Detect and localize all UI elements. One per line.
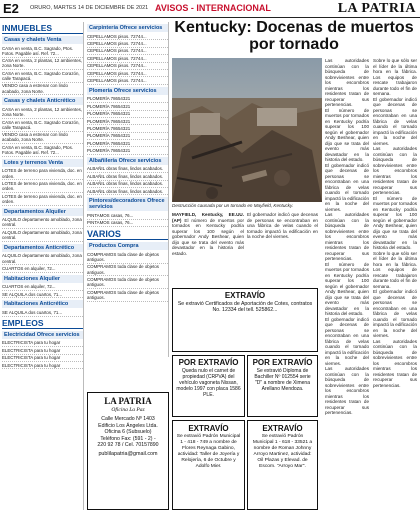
article-text: Las autoridades continúan con la búsqueda de sobrevivientes entre los escombros mientras los residentes tratan de recuperar sus pertenencias. — [373, 338, 417, 388]
classified-ad: PLOMERÍA 78654321 — [87, 118, 168, 125]
category-heading: Productos Compra — [87, 242, 168, 250]
notice-title: POR EXTRAVÍO — [252, 358, 313, 367]
notice-text: Se extravió Certificados de Aportación de Cotes, contratos No. 12334 del tell. 525862... — [177, 301, 313, 314]
lost-notice-box — [247, 420, 318, 510]
classified-ad: PLOMERÍA 78654321 — [87, 125, 168, 132]
article-text: El gobernador indicó que decenas de personas se encontraban en una fábrica de velas cuando el tornado impactó la edificación en la noche del viernes. — [373, 96, 417, 146]
classified-ad: CASA en venta, 2 plantas, 12 ambientes, zona Norte. — [2, 106, 83, 118]
notice-title: POR EXTRAVÍO — [178, 358, 239, 367]
classified-ad: ELECTRICISTA para tu hogar — [2, 340, 83, 347]
address-line: Oficina 6 (Subsuelo) — [104, 429, 152, 436]
classified-ad: PLOMERÍA 78654321 — [87, 111, 168, 118]
category-heading: Electricidad Ofrece servicios — [2, 331, 83, 339]
classified-ad: CEPELLAMOS pisos. 72744... — [87, 77, 168, 84]
notice-text: Queda nulo el carnet de propiedad (CRPVA) del vehículo vagoneta Nissan, modelo 1997 con placa 1586 PLE. — [176, 368, 241, 398]
classified-ad: PLOMERÍA 78654321 — [87, 140, 168, 147]
classified-ad: VENDO casa a estrenar con lindo acabado, zona Norte. — [2, 83, 83, 96]
notice-text: Se extravió Diploma de Bachiller Nº 012554 serie "D" a nombre de Ximena Arellano Mendoza. — [254, 368, 311, 392]
article-text: El gobernador indicó que decenas de personas se encontraban en una fábrica de velas cuando el tornado impactó la edificación en la noche del viernes. — [373, 289, 417, 338]
classified-ad: CEPELLAMOS pisos. 72744... — [87, 70, 168, 77]
lost-notice-box — [172, 288, 318, 352]
classified-ad: ALQUILO departamento amoblado, zona central. — [2, 217, 82, 228]
classified-ad: ELECTRICISTA para tu hogar — [2, 355, 83, 362]
office-ad-title: LA PATRIA — [104, 396, 152, 406]
article-text: Sobre lo que sólo ser el líder de la última hora en la fábrica. Los equipos de rescate trabajaron durante todo el fin de semana. — [373, 58, 417, 96]
category-heading: Lotes y terrenos Venta — [2, 159, 83, 167]
notice-title: EXTRAVÍO — [262, 424, 303, 433]
phone-line: Teléfono Fax: (591 - 2) - — [100, 435, 156, 442]
classified-ad: CEPELLAMOS pisos. 72744... — [87, 40, 168, 47]
phone-line: 220 92 78 / Cel. 70157890 — [97, 442, 159, 449]
classified-ad: LOTES de terreno para vivienda, doc. en orden. — [2, 180, 82, 192]
lost-notice-box — [172, 355, 245, 417]
article-text: Sobre lo que sólo ser el líder de la última hora en la fábrica. Los equipos de rescate trabajaron durante todo el fin de semana. — [373, 250, 417, 289]
classified-ad: CASA en venta, B.C. Sagrado Corazón, calle Tarapacá. — [2, 70, 83, 83]
classified-ad: ALBAÑIL obras finas, lindos acabados. — [87, 188, 168, 195]
article-text: Las autoridades continúan con la búsqueda de sobrevivientes entre los escombros mientras los residentes tratan de recuperar sus pertenencias. — [325, 212, 369, 261]
classified-ad: ALBAÑIL obras finas, lindos acabados. — [87, 173, 168, 180]
article-column-3 — [325, 58, 369, 510]
classified-ad: CEPELLAMOS pisos. 72744... — [87, 55, 168, 62]
classified-ad: CEPELLAMOS pisos. 72744... — [87, 63, 168, 70]
article-headline: Kentucky: Docenas de muertos por tornado — [174, 19, 414, 53]
lost-notice-box — [247, 355, 318, 417]
notice-title: EXTRAVÍO — [224, 291, 266, 300]
category-heading: Habitaciones Anticrético — [2, 300, 83, 308]
classified-ad: SE ALQUILA dos cuartos, 71... — [2, 291, 83, 298]
article-text: El número de muertos por tornados en Kentucky podría superar los 100 según el gobernador Andy Beshear, quien dijo que se trata del evento más devastador en la historia del estado. — [325, 107, 369, 162]
classified-ad: ALQUILO departamento amoblado, zona central. — [2, 253, 82, 264]
office-ad-email: publilapatria@gmail.com — [98, 450, 158, 457]
dateline: ORURO, MARTES 14 DE DICIEMBRE DE 2021 — [30, 5, 149, 11]
office-ad-address — [90, 416, 166, 449]
classified-ad: CASA en venta, B.C. Sagrado Corazón, calle Tarapacá. — [2, 119, 83, 132]
category-heading: Casas y chalets Anticrético — [2, 97, 83, 105]
category-heading: Departamentos Anticrético — [2, 244, 83, 252]
office-ad — [87, 392, 169, 510]
category-heading: Habitaciones Alquiler — [2, 275, 83, 283]
tornado-damage-photo — [172, 58, 322, 202]
article-text: Las autoridades continúan con la búsqueda de sobrevivientes entre los escombros mientras los residentes tratan de recuperar sus pertenencias. — [373, 146, 417, 195]
classified-ad: COMPRAMOS toda clase de objetos antiguos. — [87, 264, 168, 277]
classified-ad: SE ALQUILA dos cuartos, 71... — [2, 309, 83, 316]
classified-ad: LOTES de terreno para vivienda, doc. en orden. — [2, 168, 82, 179]
page-number: E2 — [3, 1, 19, 16]
section-heading: EMPLEOS — [2, 318, 83, 329]
classified-ad: ALQUILO departamento amoblado, zona central. — [2, 229, 82, 240]
article-text: El número de muertos por tornados en Kentucky podría superar los 100 según el gobernador Andy Beshear, quien dijo que se trata del evento más devastador en la historia del estado. — [172, 217, 244, 256]
category-heading: Pintores/decoradores Ofrece servicios — [87, 197, 168, 211]
article-byline: MAYFIELD, Kentucky, EE.UU. (AP) — [172, 212, 244, 223]
article-column-1 — [172, 212, 244, 286]
classified-ad: PLOMERÍA 78654321 — [87, 147, 168, 154]
classified-ad: CASA en venta, B.C. Sagrado, Ptos. Fotos. Pagable así. Ref. 72... — [2, 45, 83, 58]
article-text: El número de muertos por tornados en Kentucky podría superar los 100 según el gobernador Andy Beshear, quien dijo que se trata del evento más devastador en la historia del estado. — [325, 261, 369, 316]
office-ad-subtitle: Oficina La Paz — [111, 407, 145, 413]
notice-text: Se extravió Padrón Municipal 1 - 618 - 33521 a nombre de Roman Johnny Arroyo Martinez, actividad: Oil Plazas y Elevad. de Escom. "Arroyo Mar". — [252, 434, 313, 470]
category-heading: Albañilería Ofrece servicios — [87, 157, 168, 165]
address-line: Calle Mercado Nº 1403 — [101, 416, 155, 422]
classified-ad: PLOMERÍA 78654321 — [87, 133, 168, 140]
article-column-2 — [247, 212, 318, 286]
article-photo — [172, 58, 322, 202]
section-heading: VARIOS — [87, 229, 168, 240]
category-heading: Casas y chalets Venta — [2, 36, 83, 44]
classified-ad: ALBAÑIL obras finas, lindos acabados. — [87, 181, 168, 188]
classified-ad: PINTAMOS casas, 76... — [87, 212, 168, 219]
classified-ad: COMPRAMOS toda clase de objetos antiguos. — [87, 289, 168, 302]
classified-ad: CASA en venta, 2 plantas, 12 ambientes, zona Norte. — [2, 58, 83, 69]
category-heading: Departamentos Alquiler — [2, 208, 83, 216]
classified-ad: COMPRAMOS toda clase de objetos antiguos. — [87, 276, 168, 289]
classified-ad: ALBAÑIL obras finas, lindos acabados. — [87, 166, 168, 173]
article-text: El número de muertos por tornados en Kentucky podría superar los 100 según el gobernador Andy Beshear, quien dijo que se trata del evento más devastador en la historia del estado. — [373, 195, 417, 250]
classified-ad: CEPELLAMOS pisos. 72744... — [87, 48, 168, 55]
section-heading: INMUEBLES — [2, 23, 83, 34]
category-heading: Plomería Ofrece servicios — [87, 87, 168, 95]
classifieds-column-1 — [2, 22, 84, 510]
classified-ad: PLOMERÍA 78654321 — [87, 103, 168, 110]
classified-ad: VENDO casa a estrenar con lindo acabado, zona Norte. — [2, 132, 83, 145]
classifieds-column-2 — [87, 22, 169, 357]
notice-text: Se extravió Padrón Municipal 1 - 418 - 749 a nombre de Flores Reynaga Gabino, actividad: Taller de Joyería y Relojería, 6 de Octubre y Adolfo Mier. — [176, 434, 241, 470]
address-line: Edificio Los Ángeles Ltda. — [98, 422, 158, 429]
classified-ad: LOTES de terreno para vivienda, doc. en orden. — [2, 193, 82, 204]
classified-ad: CEPELLAMOS pisos. 72744... — [87, 33, 168, 40]
classified-ad: ELECTRICISTA para tu hogar — [2, 362, 83, 369]
notice-title: EXTRAVÍO — [188, 424, 229, 433]
article-text: El gobernador indicó que decenas de personas se encontraban en una fábrica de velas cuando el tornado impactó la edificación en la noche del viernes. — [325, 162, 369, 212]
newspaper-logo: LA PATRIA — [337, 1, 416, 16]
article-text: Las autoridades continúan con la búsqueda de sobrevivientes entre los escombros mientras los residentes tratan de recuperar sus pertenencias. — [325, 58, 369, 107]
classified-ad: PLOMERÍA 78654321 — [87, 96, 168, 103]
category-heading: Carpintería Ofrece servicios — [87, 24, 168, 32]
article-column-4 — [373, 58, 417, 510]
page-header — [0, 0, 420, 18]
classified-ad: PINTAMOS casas, 76... — [87, 220, 168, 227]
lost-notice-box — [172, 420, 245, 510]
classified-ad: CUARTOS en alquiler, 72... — [2, 284, 83, 291]
photo-caption: Destrucción causada por un tornado en Mayfield, Kentucky. — [172, 203, 294, 208]
classified-ad: CUARTOS en alquiler, 72... — [2, 265, 83, 272]
section-title: AVISOS - INTERNACIONAL — [155, 3, 271, 13]
article-text: El gobernador indicó que decenas de personas se encontraban en una fábrica de velas cuando el tornado impactó la edificación en la noche del viernes. — [247, 212, 318, 239]
article-text: Las autoridades continúan con la búsqueda de sobrevivientes entre los escombros mientras los residentes tratan de recuperar sus pertenencias. — [325, 366, 369, 415]
article-text: El gobernador indicó que decenas de personas se encontraban en una fábrica de velas cuando el tornado impactó la edificación en la noche del viernes. — [325, 316, 369, 366]
classified-ad: CASA en venta, B.C. Sagrado, Ptos. Fotos. Pagable así. Ref. 72... — [2, 144, 83, 157]
classified-ad: ELECTRICISTA para tu hogar — [2, 347, 83, 354]
classified-ad: COMPRAMOS toda clase de objetos antiguos. — [87, 251, 168, 264]
